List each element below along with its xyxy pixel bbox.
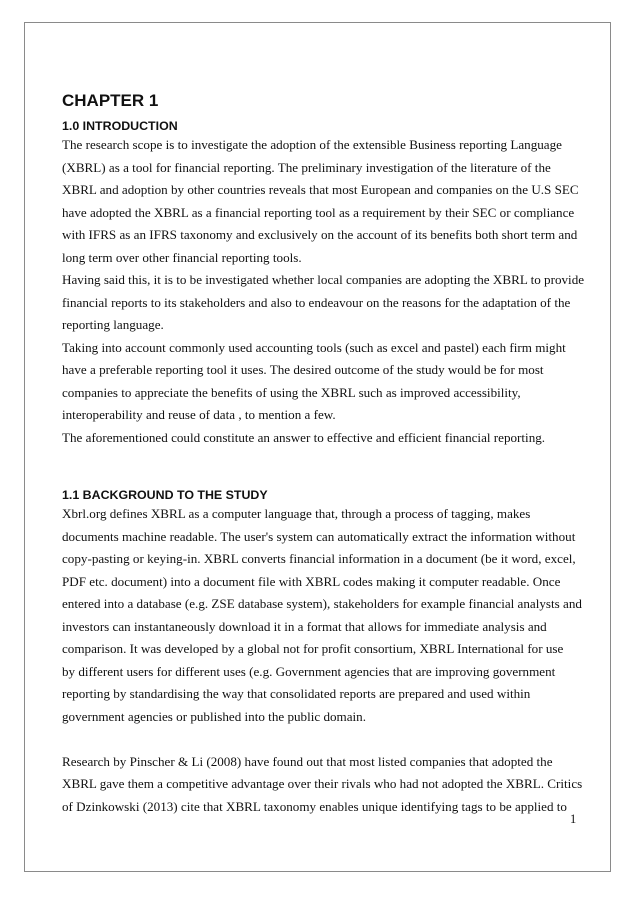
text-line: with IFRS as an IFRS taxonomy and exclusively on the account of its benefits both short term and <box>62 227 578 242</box>
chapter-title: CHAPTER 1 <box>62 91 159 110</box>
text-line: investors can instantaneously download it in a format that allows for immediate analysis and <box>62 618 547 634</box>
text-line: The aforementioned could constitute an answer to effective and efficient financial reporting. <box>62 429 546 445</box>
text-line: Research by Pinscher & Li (2008) have found out that most listed companies that adopted the <box>62 753 553 769</box>
text-line: PDF etc. document) into a document file with XBRL codes making it computer readable. Once <box>62 573 561 589</box>
text-line: copy-pasting or keying-in. XBRL converts financial information in a document (be it word, excel, <box>62 551 576 566</box>
text-line: Having said this, it is to be investigated whether local companies are adopting the XBRL to provide <box>62 272 585 287</box>
text-line: of Dzinkowski (2013) cite that XBRL taxonomy enables unique identifying tags to be applied to <box>62 798 567 814</box>
introduction-heading: 1.0 INTRODUCTION <box>62 119 178 133</box>
text-line: entered into a database (e.g. ZSE database system), stakeholders for example financial analysts and <box>62 596 582 611</box>
text-line: reporting by standardising the way that consolidated reports are prepared and used within <box>62 686 531 701</box>
introduction-paragraph <box>62 134 585 449</box>
text-line: government agencies or published into the public domain. <box>62 708 366 724</box>
text-line: XBRL and adoption by other countries reveals that most European and companies on the U.S SEC <box>62 182 579 197</box>
text-line: interoperability and reuse of data , to mention a few. <box>62 407 336 422</box>
background-heading: 1.1 BACKGROUND TO THE STUDY <box>62 488 268 502</box>
paragraph-spacer <box>62 728 582 751</box>
text-line: documents machine readable. The user's system can automatically extract the information without <box>62 528 576 544</box>
text-line: The research scope is to investigate the adoption of the extensible Business reporting Language <box>62 137 562 152</box>
text-line: companies to appreciate the benefits of using the XBRL such as improved accessibility, <box>62 384 521 400</box>
text-line: long term over other financial reporting tools. <box>62 249 302 265</box>
text-line: have adopted the XBRL as a financial reporting tool as a requirement by their SEC or compliance <box>62 204 575 220</box>
text-line: XBRL gave them a competitive advantage over their rivals who had not adopted the XBRL. Critics <box>62 776 583 791</box>
text-line: (XBRL) as a tool for financial reporting. The preliminary investigation of the literature of the <box>62 159 551 175</box>
text-line: by different users for different uses (e.g. Government agencies that are improving government <box>62 663 556 679</box>
background-paragraph-1 <box>62 503 582 728</box>
text-line: comparison. It was developed by a global not for profit consortium, XBRL International for use <box>62 641 564 656</box>
text-line: have a preferable reporting tool it uses. The desired outcome of the study would be for most <box>62 362 544 377</box>
text-line: Xbrl.org defines XBRL as a computer language that, through a process of tagging, makes <box>62 506 531 521</box>
text-line: reporting language. <box>62 317 164 332</box>
text-line: financial reports to its stakeholders and also to endeavour on the reasons for the adaptation of the <box>62 294 571 310</box>
page-number: 1 <box>570 812 577 826</box>
text-line: Taking into account commonly used accounting tools (such as excel and pastel) each firm might <box>62 339 566 355</box>
document-body <box>62 88 585 818</box>
background-paragraph-2 <box>62 751 582 819</box>
